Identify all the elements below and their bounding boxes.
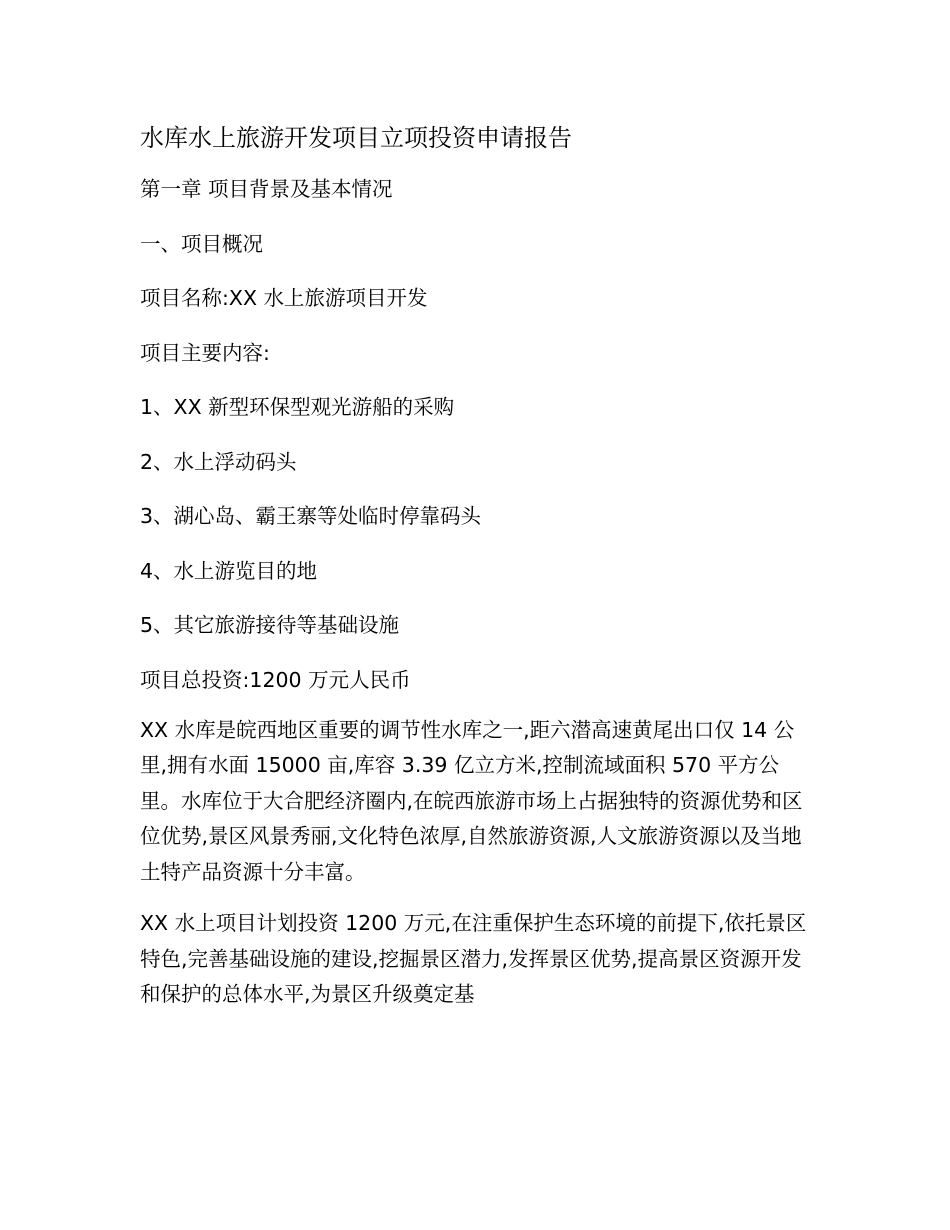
content-item: 3、湖心岛、霸王寨等处临时停靠码头 (140, 504, 482, 528)
section-heading: 一、项目概况 (140, 231, 263, 256)
body-paragraph: XX 水库是皖西地区重要的调节性水库之一,距六潜高速黄尾出口仅 14 公里,拥有水面 15000 亩,库容 3.39 亿立方米,控制流域面积 570 平方公里。水库位于大合肥经济圈内,在皖西旅游市场上占据独特的资源优势和区位优势,景区风景秀丽,文化特色浓厚,自然旅游资源,人文旅游资源以及当地土特产品资源十分丰富。 (140, 717, 803, 884)
content-item: 4、水上游览目的地 (140, 558, 318, 583)
document-title: 水库水上旅游开发项目立项投资申请报告 (140, 124, 572, 152)
total-investment: 项目总投资:1200 万元人民币 (140, 667, 411, 692)
content-label: 项目主要内容: (140, 340, 270, 365)
document-body (140, 118, 820, 1029)
content-item: 5、其它旅游接待等基础设施 (140, 613, 400, 637)
chapter-heading: 第一章 项目背景及基本情况 (140, 177, 393, 201)
content-item: 2、水上浮动码头 (140, 449, 297, 474)
project-name: 项目名称:XX 水上旅游项目开发 (140, 286, 428, 310)
content-item: 1、XX 新型环保型观光游船的采购 (140, 395, 455, 419)
body-paragraph: XX 水上项目计划投资 1200 万元,在注重保护生态环境的前提下,依托景区特色,完善基础设施的建设,挖掘景区潜力,发挥景区优势,提高景区资源开发和保护的总体水平,为景区升级奠定基 (140, 911, 807, 1006)
